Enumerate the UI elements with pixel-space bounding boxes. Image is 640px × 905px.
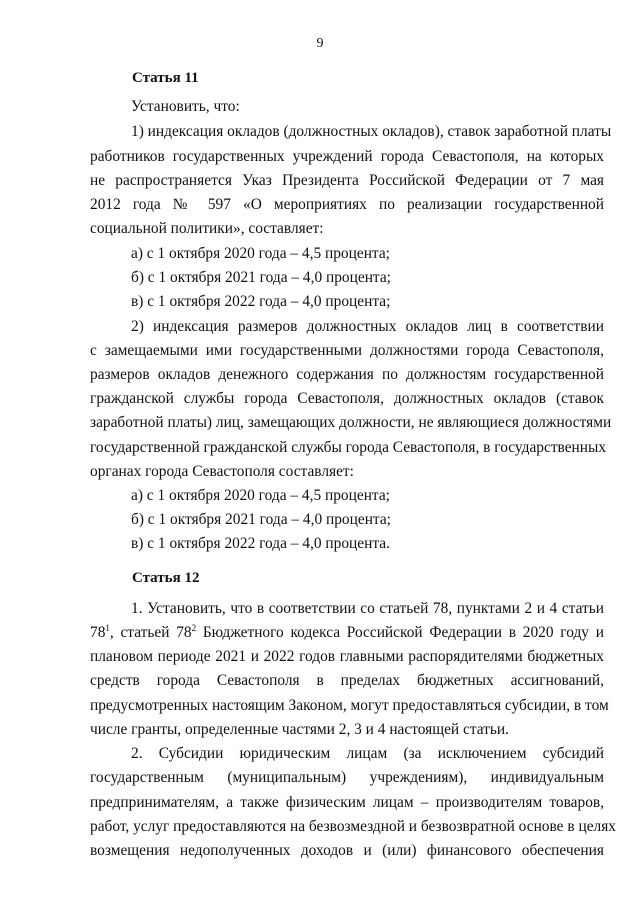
list-item: в) с 1 октября 2022 года – 4,0 процента. (131, 535, 390, 552)
text-line: возмещения недополученных доходов и (или) финансового обеспечения (90, 842, 604, 859)
text-line (90, 624, 604, 642)
text-line: числе гранты, определенные частями 2, 3 и 4 настоящей статьи. (90, 721, 509, 738)
list-item: а) с 1 октября 2020 года – 4,5 процента; (131, 487, 390, 504)
text-line: 1) индексация окладов (должностных окладов), ставок заработной платы (131, 123, 612, 140)
text-line: работ, услуг предоставляются на безвозмездной и безвозвратной основе в целях (90, 818, 616, 835)
article-12-heading: Статья 12 (132, 570, 200, 586)
text-line: предпринимателям, а также физическим лицам – производителям товаров, (90, 794, 604, 811)
list-item: б) с 1 октября 2021 года – 4,0 процента; (131, 269, 391, 286)
text-line: органах города Севастополя составляет: (90, 463, 354, 480)
text-line: государственной гражданской службы города Севастополя, в государственных (90, 439, 607, 456)
text-line: 2) индексация размеров должностных окладов лиц в соответствии (131, 318, 604, 335)
superscript: 2 (191, 623, 197, 633)
text-line: заработной платы) лиц, замещающих должности, не являющиеся должностями (90, 414, 612, 431)
text-fragment: , статьей 78 (109, 624, 192, 641)
article-11-heading: Статья 11 (132, 70, 199, 86)
text-line: государственным (муниципальным) учреждениям), индивидуальным (90, 769, 604, 786)
text-line: размеров окладов денежного содержания по должностям государственной (90, 366, 604, 383)
text-line: работников государственных учреждений города Севастополя, на которых (90, 148, 604, 165)
text-line: плановом периоде 2021 и 2022 годов главными распорядителями бюджетных (90, 648, 604, 665)
text-line: средств города Севастополя в пределах бюджетных ассигнований, (90, 672, 604, 689)
article-11-intro: Установить, что: (131, 98, 240, 115)
page-number: 9 (316, 36, 324, 51)
text-line: 2. Субсидии юридическим лицам (за исключением субсидий (131, 745, 604, 762)
superscript: 1 (105, 623, 110, 633)
text-line: 1. Установить, что в соответствии со статьей 78, пунктами 2 и 4 статьи (131, 600, 604, 617)
text-fragment: Бюджетного кодекса Российской Федерации в 2020 году и (196, 624, 604, 641)
text-line: гражданской службы города Севастополя, должностных окладов (ставок (90, 390, 604, 407)
text-line: 2012 года № 597 «О мероприятиях по реализации государственной (90, 196, 604, 213)
text-line: предусмотренных настоящим Законом, могут предоставляться субсидии, в том (90, 697, 609, 714)
list-item: в) с 1 октября 2022 года – 4,0 процента; (131, 293, 391, 310)
article-number: 78 (90, 624, 106, 641)
list-item: а) с 1 октября 2020 года – 4,5 процента; (131, 245, 390, 262)
text-line: не распространяется Указ Президента Российской Федерации от 7 мая (90, 172, 604, 189)
list-item: б) с 1 октября 2021 года – 4,0 процента; (131, 511, 391, 528)
text-line: с замещаемыми ими государственными должностями города Севастополя, (90, 342, 604, 359)
text-line: социальной политики», составляет: (90, 220, 324, 237)
